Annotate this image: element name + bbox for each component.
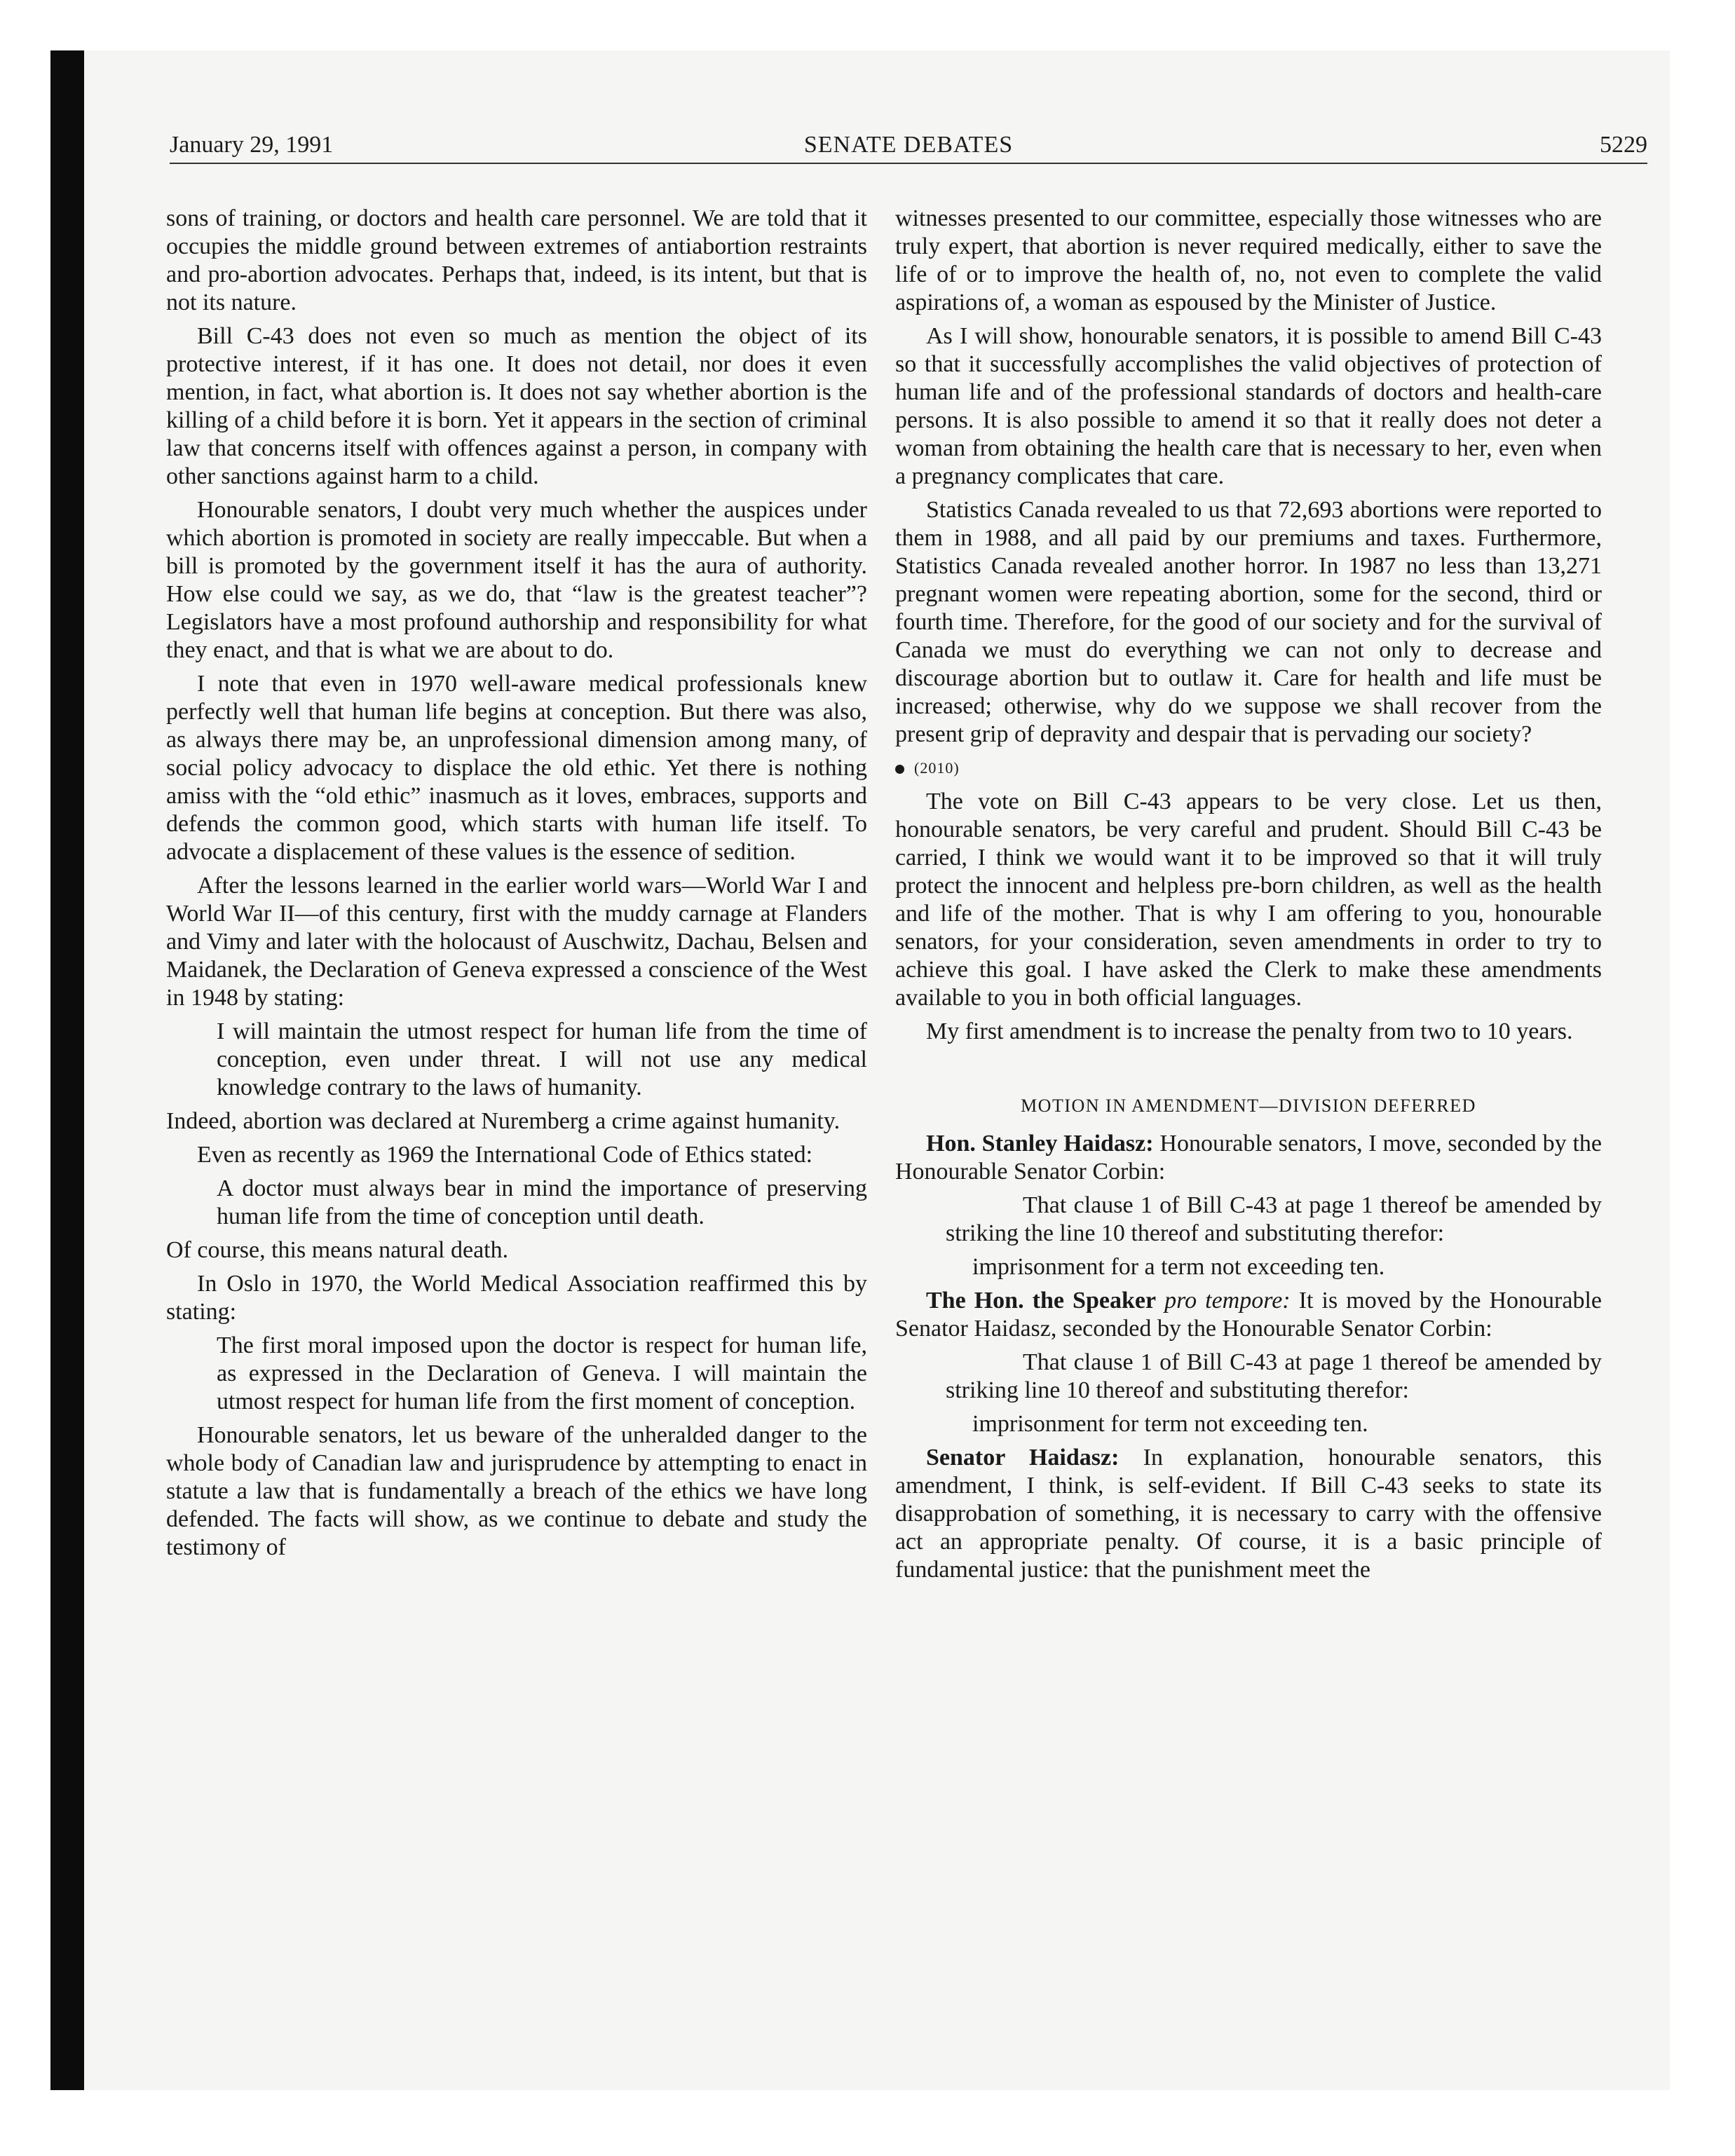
speech-paragraph xyxy=(895,1287,1602,1343)
paragraph: Indeed, abortion was declared at Nuremberg a crime against humanity. xyxy=(166,1108,841,1134)
paragraph: As I will show, honourable senators, it is possible to amend Bill C-43 so that it successfully accomplishes the valid objectives of protection of human life and of the professional standards of doctors and health-care persons. It is also possible to amend it so that it really does not deter a woman from obtaining the health care that is necessary to her, even when a pregnancy complicates that care. xyxy=(895,323,1602,489)
paragraph: Honourable senators, I doubt very much whether the auspices under which abortion is promoted in society are really impeccable. But when a bill is promoted by the government itself it has the aura of authority. How else could we say, as we do, that “law is the greatest teacher”? Legislators have a most profound authorship and responsibility for what they enact, and that is what we are about to do. xyxy=(166,497,867,663)
motion-quote xyxy=(895,1192,1602,1248)
speech-paragraph xyxy=(895,1444,1602,1584)
amendment-text xyxy=(895,1410,1602,1438)
time-marker-text: (2010) xyxy=(914,759,960,777)
header-title: SENATE DEBATES xyxy=(803,132,1014,158)
left-column xyxy=(166,205,867,1567)
speech-text: Honourable senators, I move, seconded by the Honourable Senator Corbin: xyxy=(895,1131,1602,1185)
quote-text: That clause 1 of Bill C-43 at page 1 thereof be amended by striking the line 10 thereof and substituting therefor: xyxy=(946,1192,1602,1246)
scanned-page xyxy=(50,50,1670,2090)
quote-text: I will maintain the utmost respect for human life from the time of conception, even under threat. I will not use any medical knowledge contrary to the laws of humanity. xyxy=(217,1018,867,1100)
paragraph: Honourable senators, let us beware of the unheralded danger to the whole body of Canadian law and jurisprudence by attempting to enact in statute a law that is fundamentally a breach of the ethics we have long defended. The facts will show, as we continue to debate and study the testimony of xyxy=(166,1422,867,1560)
section-heading: MOTION IN AMENDMENT—DIVISION DEFERRED xyxy=(1021,1096,1476,1116)
header-page-number: 5229 xyxy=(1600,132,1647,158)
paragraph: After the lessons learned in the earlier world wars—World War I and World War II—of this century, first with the muddy carnage at Flanders and Vimy and later with the holocaust of Auschwitz, Dachau, Belsen and Maidanek, the Declaration of Geneva expressed a conscience of the West in 1948 by stating: xyxy=(166,873,867,1011)
scan-edge-bar xyxy=(50,50,84,2090)
quote-text: That clause 1 of Bill C-43 at page 1 thereof be amended by striking line 10 thereof and substituting therefor: xyxy=(946,1349,1602,1403)
paragraph: witnesses presented to our committee, especially those witnesses who are truly expert, that abortion is never required medically, either to save the life of or to improve the health of, no, not even to complete the valid aspirations of, a woman as espoused by the Minister of Justice. xyxy=(895,205,1602,315)
speaker-role: pro tempore: xyxy=(1164,1288,1291,1314)
speech-text: In explanation, honourable senators, this amendment, I think, is self-evident. If Bill C-43 seeks to state its disapprobation of something, it is necessary to carry with the offensive act an appropriate penalty. Of course, it is a basic principle of fundamental justice: that the punishment meet the xyxy=(895,1445,1603,1583)
block-quote xyxy=(166,1332,867,1416)
right-column xyxy=(895,205,1602,1590)
paragraph: Even as recently as 1969 the International Code of Ethics stated: xyxy=(197,1142,813,1168)
paragraph: Bill C-43 does not even so much as mention the object of its protective interest, if it has one. It does not detail, nor does it even mention, in fact, what abortion is. It does not say whether abortion is the killing of a child before it is born. Yet it appears in the section of criminal law that concerns itself with offences against a person, in company with other sanctions against harm to a child. xyxy=(166,323,867,489)
paragraph: sons of training, or doctors and health care personnel. We are told that it occupies the middle ground between extremes of antiabortion restraints and pro-abortion advocates. Perhaps that, indeed, is its intent, but that is not its nature. xyxy=(166,205,867,315)
paragraph: My first amendment is to increase the penalty from two to 10 years. xyxy=(926,1018,1573,1044)
speaker-name: Hon. Stanley Haidasz: xyxy=(926,1131,1154,1157)
quote-text: A doctor must always bear in mind the importance of preserving human life from the time of conception until death. xyxy=(217,1175,867,1229)
paragraph: In Oslo in 1970, the World Medical Association reaffirmed this by stating: xyxy=(166,1271,867,1325)
block-quote xyxy=(166,1175,867,1231)
speaker-name: The Hon. the Speaker xyxy=(926,1288,1157,1314)
speaker-name: Senator Haidasz: xyxy=(926,1445,1120,1471)
quote-text: imprisonment for term not exceeding ten. xyxy=(972,1411,1368,1437)
header-date: January 29, 1991 xyxy=(170,132,334,158)
amendment-text xyxy=(895,1253,1602,1281)
paragraph: Of course, this means natural death. xyxy=(166,1237,509,1263)
speech-text: It is moved by the Honourable Senator Haidasz, seconded by the Honourable Senator Corbin: xyxy=(895,1288,1603,1342)
paragraph: Statistics Canada revealed to us that 72,693 abortions were reported to them in 1988, and all paid by our premiums and taxes. Furthermore, Statistics Canada revealed another horror. In 1987 no less than 13,271 pregnant women were repeating abortion, some for the second, third or fourth time. Therefore, for the good of our society and for the survival of Canada we must do everything we can not only to decrease and discourage abortion but to outlaw it. Care for health and life must be increased; otherwise, why do we suppose we shall recover from the present grip of depravity and despair that is pervading our society? xyxy=(895,497,1602,747)
paragraph: The vote on Bill C-43 appears to be very close. Let us then, honourable senators, be very careful and prudent. Should Bill C-43 be carried, I think we would want it to be improved so that it will truly protect the innocent and helpless pre-born children, as well as the health and life of the mother. That is why I am offering to you, honourable senators, for your consideration, seven amendments in order to try to achieve this goal. I have asked the Clerk to make these amendments available to you in both official languages. xyxy=(895,789,1602,1011)
paragraph: I note that even in 1970 well-aware medical professionals knew perfectly well that human life begins at conception. But there was also, as always there may be, an unprofessional dimension among many, of social policy advocacy to displace the old ethic. Yet there is nothing amiss with the “old ethic” inasmuch as it loves, embraces, supports and defends the common good, which starts with human life itself. To advocate a displacement of these values is the essence of sedition. xyxy=(166,671,867,865)
running-header xyxy=(170,121,1647,164)
quote-text: imprisonment for a term not exceeding ten. xyxy=(972,1254,1385,1280)
bullet-icon xyxy=(895,765,904,774)
speech-paragraph xyxy=(895,1130,1602,1186)
motion-quote xyxy=(895,1349,1602,1405)
quote-text: The first moral imposed upon the doctor is respect for human life, as expressed in the Declaration of Geneva. I will maintain the utmost respect for human life from the first moment of conception. xyxy=(217,1332,867,1414)
time-marker xyxy=(895,754,1602,782)
block-quote xyxy=(166,1018,867,1102)
